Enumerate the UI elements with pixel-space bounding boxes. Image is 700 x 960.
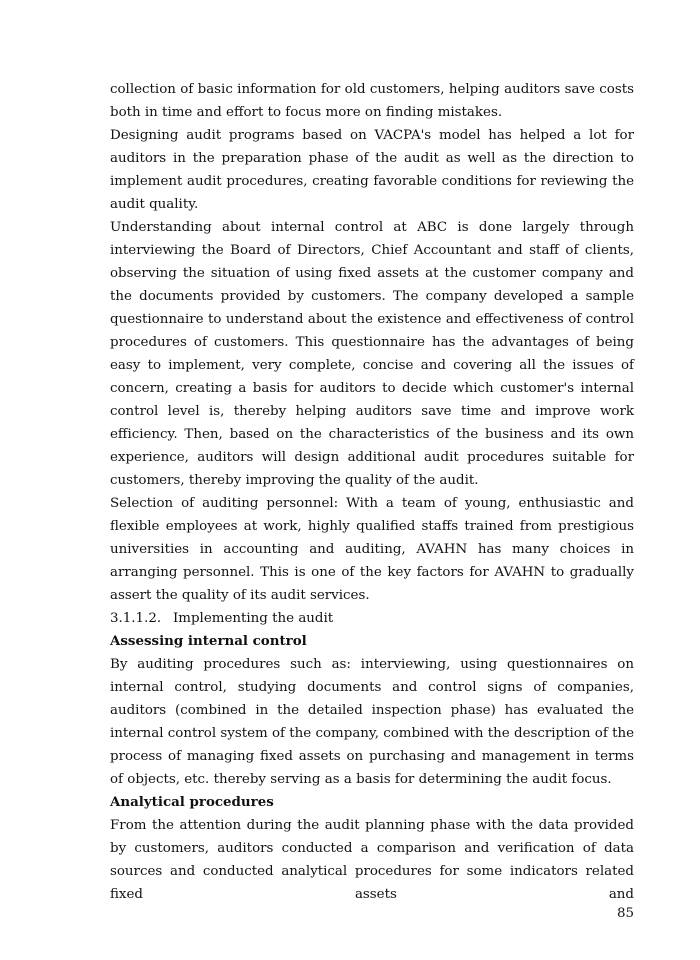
paragraph-personnel-selection: Selection of auditing personnel: With a team of young, enthusiastic and flexible employees at work, highly qualified staffs trained from prestigious universities in accounting and auditing, AVAHN has many choices in arranging personnel. This is one of the key factors for AVAHN to gradually assert the quality of its audit services. bbox=[110, 496, 634, 603]
paragraph-audit-programs: Designing audit programs based on VACPA's model has helped a lot for auditors in the preparation phase of the audit as well as the direction to implement audit procedures, creating favorable conditions for reviewing the audit quality. bbox=[110, 128, 634, 212]
paragraph-assessing-internal-control: By auditing procedures such as: interviewing, using questionnaires on internal control, studying documents and control signs of companies, auditors (combined in the detailed inspection phase) has evaluated the internal control system of the company, combined with the description of the process of managing fixed assets on purchasing and management in terms of objects, etc. thereby serving as a basis for determining the audit focus. bbox=[110, 657, 634, 787]
page-number: 85 bbox=[616, 906, 634, 921]
heading-analytical-procedures: Analytical procedures bbox=[110, 794, 274, 810]
paragraph-internal-control-understanding: Understanding about internal control at ABC is done largely through interviewing the Board of Directors, Chief Accountant and staff of clients, observing the situation of using fixed assets at the customer company and the documents provided by customers. The company developed a sample questionnaire to understand about the existence and effectiveness of control procedures of customers. This questionnaire has the advantages of being easy to implement, very complete, concise and covering all the issues of concern, creating a basis for auditors to decide which customer's internal control level is, thereby helping auditors save time and improve work efficiency. Then, based on the characteristics of the business and its own experience, auditors will design additional audit procedures suitable for customers, thereby improving the quality of the audit. bbox=[110, 220, 634, 488]
paragraph-analytical-procedures: From the attention during the audit planning phase with the data provided by customers, auditors conducted a comparison and verification of data sources and conducted analytical procedures for some indicators related fixed assets and bbox=[110, 818, 634, 902]
paragraph-continuation: collection of basic information for old customers, helping auditors save costs both in time and effort to focus more on finding mistakes. bbox=[110, 82, 634, 120]
subsection-number: 3.1.1.2. bbox=[110, 611, 162, 626]
subsection-heading bbox=[110, 607, 634, 630]
heading-assessing-internal-control: Assessing internal control bbox=[110, 633, 307, 649]
subsection-title: Implementing the audit bbox=[173, 611, 334, 626]
page-body bbox=[110, 78, 634, 906]
